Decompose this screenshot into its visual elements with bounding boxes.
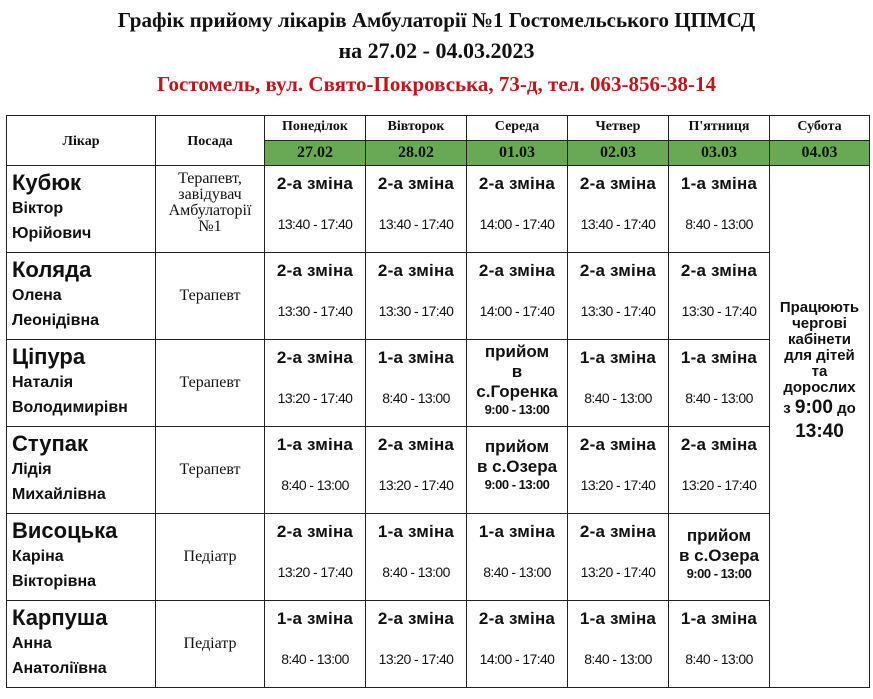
table-row: [7, 427, 870, 514]
shift-time: 8:40 - 13:00: [382, 390, 450, 406]
reception-line: прийом: [484, 437, 550, 456]
shift-name: 2-а зміна: [579, 174, 657, 193]
doctor-cell: [7, 166, 156, 253]
shift-name: 2-а зміна: [276, 261, 354, 280]
doctor-first-name: Олена: [12, 287, 62, 304]
position-line: Амбулаторії: [168, 202, 252, 219]
doctor-cell: [7, 253, 156, 340]
shift-cell: [568, 166, 669, 253]
shift-name: 1-а зміна: [680, 609, 758, 628]
reception-line: прийом: [484, 342, 550, 361]
reception-time: 9:00 - 13:00: [484, 477, 550, 492]
shift-time: 13:20 - 17:40: [580, 564, 656, 580]
doctor-surname: Коляда: [12, 257, 92, 282]
reception-line: в с.Озера: [476, 457, 558, 476]
position-line: завідувач: [178, 186, 242, 203]
shift-cell: [669, 253, 770, 340]
reception-line: в: [511, 362, 523, 381]
shift-name: 2-а зміна: [680, 261, 758, 280]
column-header-day: Четвер: [568, 116, 669, 141]
date-cell: 02.03: [568, 141, 669, 166]
shift-name: 2-а зміна: [478, 174, 556, 193]
saturday-note-hours: [770, 396, 869, 420]
saturday-note-line: для дітей: [784, 346, 855, 364]
shift-name: 2-а зміна: [377, 435, 455, 454]
shift-cell: [265, 427, 366, 514]
schedule-period: на 27.02 - 04.03.2023: [338, 38, 535, 63]
shift-cell: [265, 253, 366, 340]
shift-cell: [568, 253, 669, 340]
doctor-surname: Ціпура: [12, 344, 86, 369]
saturday-from-word: з: [783, 399, 791, 417]
shift-name: 2-а зміна: [478, 609, 556, 628]
shift-cell: [265, 340, 366, 427]
shift-cell: [568, 601, 669, 688]
shift-cell: [265, 514, 366, 601]
saturday-to-time: 13:40: [795, 420, 844, 442]
doctor-patronymic: Володимирівн: [12, 399, 128, 416]
shift-name: 2-а зміна: [377, 261, 455, 280]
shift-cell: [366, 427, 467, 514]
doctor-surname: Кубюк: [12, 170, 82, 195]
position-cell: Терапевт: [156, 253, 265, 340]
shift-cell: [467, 601, 568, 688]
doctor-cell: [7, 514, 156, 601]
column-header-day: Субота: [770, 116, 870, 141]
position-cell: Педіатр: [156, 601, 265, 688]
shift-time: 13:20 - 17:40: [378, 651, 454, 667]
reception-line: с.Горенка: [476, 382, 558, 401]
position-cell: Педіатр: [156, 514, 265, 601]
clinic-address: Гостомель, вул. Свято-Покровська, 73-д, тел. 063-856-38-14: [157, 72, 716, 96]
shift-time: 13:40 - 17:40: [277, 216, 353, 232]
column-header-day: Середа: [467, 116, 568, 141]
shift-time: 8:40 - 13:00: [382, 564, 450, 580]
shift-name: 1-а зміна: [478, 522, 556, 541]
shift-time: 8:40 - 13:00: [281, 651, 349, 667]
shift-time: 8:40 - 13:00: [685, 651, 753, 667]
shift-cell: [366, 601, 467, 688]
shift-name: 2-а зміна: [377, 609, 455, 628]
position-cell: Терапевт: [156, 340, 265, 427]
shift-time: 14:00 - 17:40: [479, 303, 555, 319]
doctor-first-name: Каріна: [12, 548, 64, 565]
shift-cell: [568, 514, 669, 601]
saturday-note-line: дорослих: [783, 378, 856, 396]
date-cell: 27.02: [265, 141, 366, 166]
saturday-note: [770, 166, 870, 688]
shift-name: 1-а зміна: [579, 348, 657, 367]
shift-cell: [467, 514, 568, 601]
shift-name: 2-а зміна: [478, 261, 556, 280]
shift-name: 2-а зміна: [579, 435, 657, 454]
reception-time: 9:00 - 13:00: [686, 566, 752, 581]
doctor-patronymic: Анатоліївна: [12, 660, 107, 677]
shift-cell: [265, 166, 366, 253]
saturday-note-line: Працюють: [779, 298, 860, 316]
saturday-note-line: кабінети: [787, 330, 852, 348]
shift-name: 2-а зміна: [579, 261, 657, 280]
shift-cell: [265, 601, 366, 688]
doctor-surname: Ступак: [12, 431, 88, 456]
shift-time: 13:20 - 17:40: [378, 477, 454, 493]
reception-cell: [669, 514, 770, 601]
doctor-cell: [7, 601, 156, 688]
shift-cell: [366, 514, 467, 601]
shift-time: 13:30 - 17:40: [580, 303, 656, 319]
shift-name: 1-а зміна: [579, 609, 657, 628]
saturday-from-time: 9:00: [794, 396, 833, 418]
shift-name: 1-а зміна: [680, 174, 758, 193]
reception-time: 9:00 - 13:00: [484, 402, 550, 417]
shift-name: 1-а зміна: [276, 435, 354, 454]
date-cell: 04.03: [770, 141, 870, 166]
table-row: [7, 166, 870, 253]
position-line: №1: [198, 218, 222, 235]
position-cell: Терапевт: [156, 427, 265, 514]
shift-time: 13:30 - 17:40: [277, 303, 353, 319]
shift-name: 1-а зміна: [377, 522, 455, 541]
doctor-first-name: Анна: [12, 635, 52, 652]
column-header-day: Понеділок: [265, 116, 366, 141]
table-row: [7, 340, 870, 427]
shift-time: 13:40 - 17:40: [580, 216, 656, 232]
column-header-day: Вівторок: [366, 116, 467, 141]
doctor-patronymic: Михайлівна: [12, 486, 106, 503]
doctor-cell: [7, 340, 156, 427]
position-line: Терапевт,: [178, 170, 242, 187]
column-header-position: Посада: [156, 116, 265, 166]
page-title: Графік прийому лікарів Амбулаторії №1 Гостомельського ЦПМСД: [117, 8, 756, 32]
shift-cell: [366, 340, 467, 427]
shift-cell: [669, 166, 770, 253]
shift-cell: [467, 253, 568, 340]
shift-time: 13:20 - 17:40: [277, 564, 353, 580]
shift-name: 2-а зміна: [377, 174, 455, 193]
shift-time: 14:00 - 17:40: [479, 216, 555, 232]
shift-cell: [669, 427, 770, 514]
shift-time: 8:40 - 13:00: [483, 564, 551, 580]
shift-time: 8:40 - 13:00: [584, 390, 652, 406]
shift-cell: [467, 166, 568, 253]
column-header-day: П'ятниця: [669, 116, 770, 141]
table-row: [7, 514, 870, 601]
shift-name: 1-а зміна: [680, 348, 758, 367]
shift-cell: [669, 601, 770, 688]
shift-name: 1-а зміна: [276, 609, 354, 628]
doctor-patronymic: Вікторівна: [12, 573, 97, 590]
date-cell: 01.03: [467, 141, 568, 166]
doctor-first-name: Віктор: [12, 200, 64, 217]
saturday-note-line: та: [811, 362, 828, 380]
doctor-patronymic: Юрійович: [12, 225, 92, 242]
shift-time: 13:30 - 17:40: [681, 303, 757, 319]
reception-cell: [467, 340, 568, 427]
doctor-first-name: Наталія: [12, 374, 74, 391]
saturday-to-word: до: [837, 399, 856, 417]
shift-time: 13:20 - 17:40: [681, 477, 757, 493]
reception-line: прийом: [686, 526, 752, 545]
shift-time: 13:20 - 17:40: [580, 477, 656, 493]
shift-cell: [669, 340, 770, 427]
shift-name: 2-а зміна: [276, 174, 354, 193]
shift-time: 8:40 - 13:00: [584, 651, 652, 667]
saturday-note-line: чергові: [792, 314, 847, 332]
shift-name: 2-а зміна: [680, 435, 758, 454]
position-cell: [156, 166, 265, 253]
shift-cell: [366, 253, 467, 340]
shift-name: 2-а зміна: [579, 522, 657, 541]
shift-cell: [366, 166, 467, 253]
shift-name: 2-а зміна: [276, 522, 354, 541]
reception-line: в с.Озера: [678, 546, 760, 565]
date-cell: 03.03: [669, 141, 770, 166]
shift-time: 13:30 - 17:40: [378, 303, 454, 319]
shift-time: 8:40 - 13:00: [685, 390, 753, 406]
reception-cell: [467, 427, 568, 514]
table-row: [7, 601, 870, 688]
shift-cell: [568, 340, 669, 427]
doctor-surname: Карпуша: [12, 605, 108, 630]
doctor-first-name: Лідія: [12, 461, 52, 478]
shift-time: 13:40 - 17:40: [378, 216, 454, 232]
column-header-doctor: Лікар: [7, 116, 156, 166]
doctor-patronymic: Леонідівна: [12, 312, 100, 329]
shift-name: 1-а зміна: [377, 348, 455, 367]
table-row: [7, 253, 870, 340]
shift-cell: [568, 427, 669, 514]
shift-time: 14:00 - 17:40: [479, 651, 555, 667]
shift-time: 8:40 - 13:00: [281, 477, 349, 493]
doctor-surname: Висоцька: [12, 518, 118, 543]
doctor-cell: [7, 427, 156, 514]
date-cell: 28.02: [366, 141, 467, 166]
shift-name: 2-а зміна: [276, 348, 354, 367]
header-row: [7, 116, 870, 141]
schedule-table: [6, 115, 870, 688]
shift-time: 8:40 - 13:00: [685, 216, 753, 232]
shift-time: 13:20 - 17:40: [277, 390, 353, 406]
